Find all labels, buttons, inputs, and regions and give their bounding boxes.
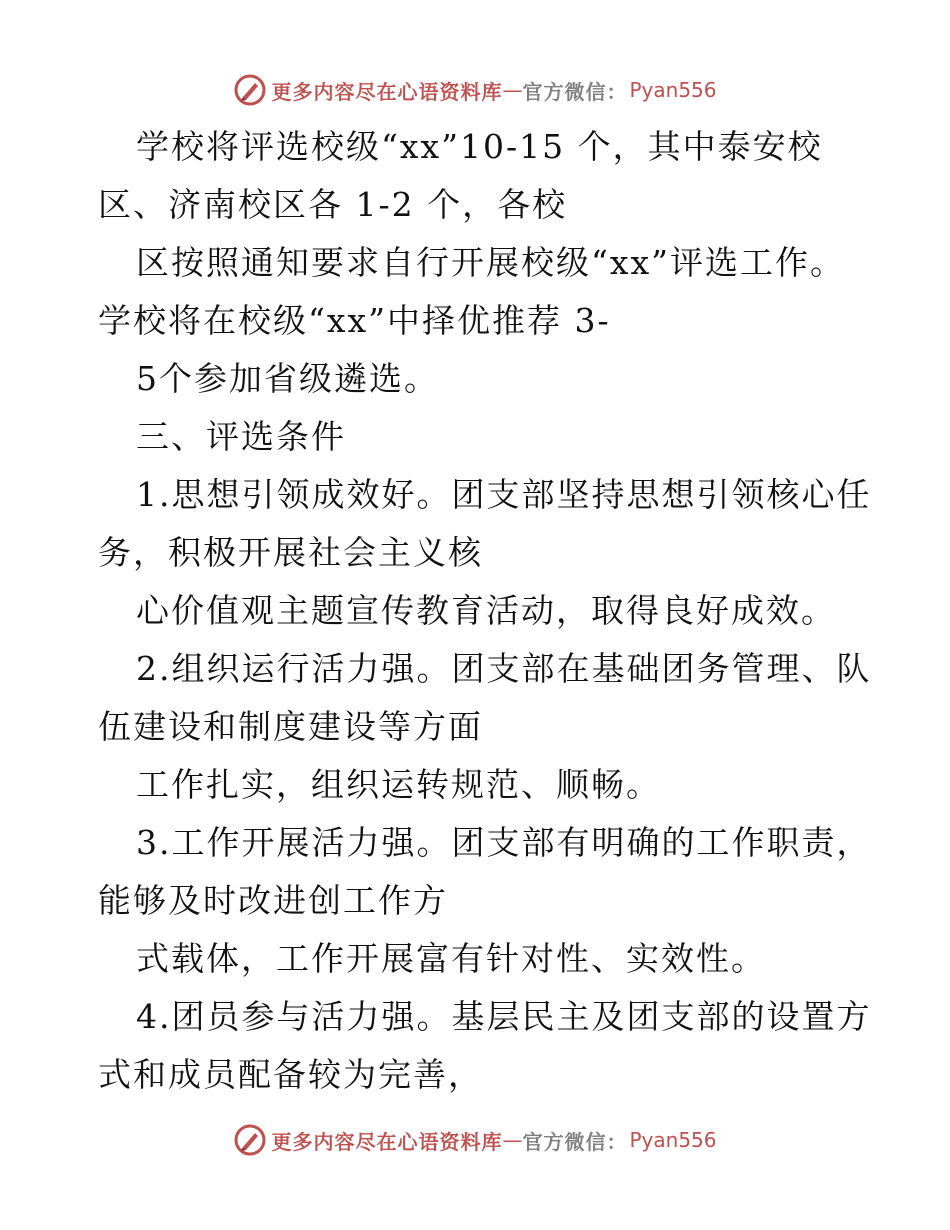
text-line: 能够及时改进创工作方 [98, 881, 448, 920]
text-line: 学校将评选校级“xx”10-15 个，其中泰安校 [136, 127, 823, 166]
text-line: 工作扎实，组织运转规范、顺畅。 [136, 765, 661, 804]
pen-logo-icon [233, 1123, 267, 1157]
text-line: 区按照通知要求自行开展校级“xx”评选工作。 [136, 243, 845, 282]
text-line: 5个参加省级遴选。 [136, 359, 439, 398]
pen-logo-icon [233, 73, 267, 107]
text-line: 伍建设和制度建设等方面 [98, 707, 483, 746]
banner-wechat-label: 官方微信： [522, 79, 628, 104]
footer-banner [0, 1120, 950, 1160]
text-line: 区、济南校区各 1-2 个，各校 [98, 185, 568, 224]
text-line: 2.组织运行活力强。团支部在基础团务管理、队 [136, 649, 872, 688]
text-line: 式和成员配备较为完善， [98, 1055, 483, 1094]
text-line: 1.思想引领成效好。团支部坚持思想引领核心任 [136, 475, 872, 514]
text-line: 学校将在校级“xx”中择优推荐 3- [98, 301, 611, 340]
banner-separator: — [502, 78, 523, 102]
text-line: 3.工作开展活力强。团支部有明确的工作职责， [136, 823, 872, 862]
banner-wechat-label: 官方微信： [522, 1129, 628, 1154]
text-line: 心价值观主题宣传教育活动，取得良好成效。 [136, 591, 836, 630]
banner-separator: — [502, 1128, 523, 1152]
text-line: 式载体，工作开展富有针对性、实效性。 [136, 939, 766, 978]
text-line: 务，积极开展社会主义核 [98, 533, 483, 572]
banner-site-text: 更多内容尽在心语资料库 [271, 1129, 503, 1154]
header-banner [0, 70, 950, 110]
text-line: 三、评选条件 [136, 417, 346, 456]
text-line: 4.团员参与活力强。基层民主及团支部的设置方 [136, 997, 872, 1036]
banner-wechat-id: Pyan556 [629, 78, 717, 102]
banner-site-text: 更多内容尽在心语资料库 [271, 79, 503, 104]
banner-wechat-id: Pyan556 [629, 1128, 717, 1152]
document-body [98, 118, 872, 1104]
